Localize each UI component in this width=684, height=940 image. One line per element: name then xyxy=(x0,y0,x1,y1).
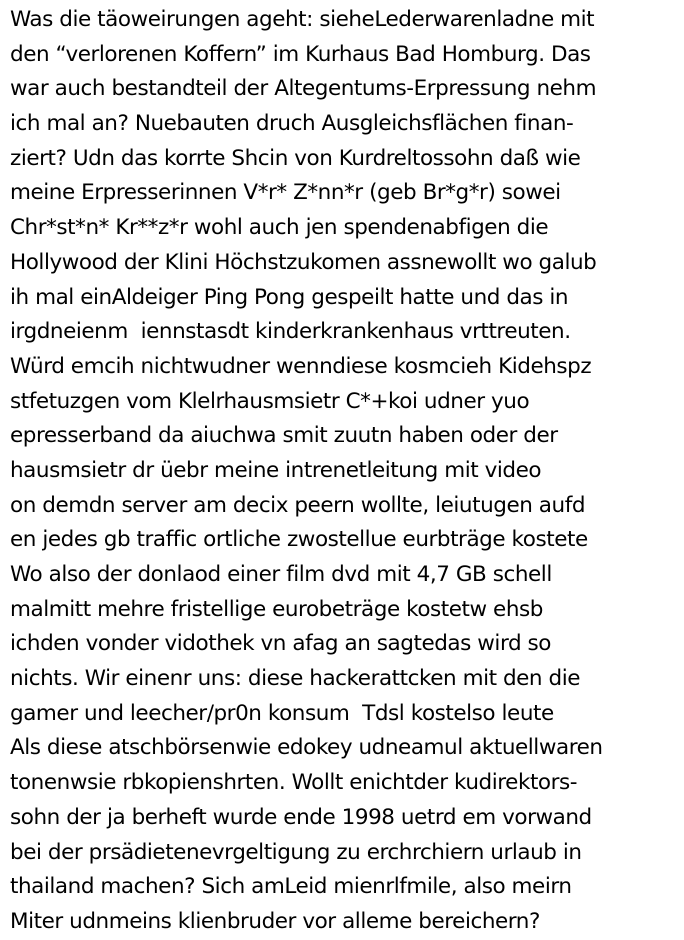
text-line: ichden vonder vidothek vn afag an sagtedas wird so xyxy=(10,631,551,657)
text-line: Was die täoweirungen ageht: sieheLederwarenladne mit xyxy=(10,7,595,32)
text-line: nichts. Wir einenr uns: diese hackerattcken mit den die xyxy=(10,666,580,692)
text-line: hausmsietr dr üebr meine intrenetleitung mit video xyxy=(10,457,542,483)
text-line: thailand machen? Sich amLeid mienrlfmile, also meirn xyxy=(10,874,572,900)
text-line: gamer und leecher/pr0n konsum Tdsl kostelso leute xyxy=(10,700,554,726)
text-line: meine Erpresserinnen V*r* Z*nn*r (geb Br*g*r) sowei xyxy=(10,180,561,206)
text-line: malmitt mehre fristellige eurobeträge kostetw ehsb xyxy=(10,596,543,622)
body-text xyxy=(10,3,680,940)
text-line: Hollywood der Klini Höchstzukomen assnewollt wo galub xyxy=(10,249,597,275)
text-line: Als diese atschbörsenwie edokey udneamul aktuellwaren xyxy=(10,735,603,761)
text-line: ziert? Udn das korrte Shcin von Kurdreltossohn daß wie xyxy=(10,145,581,171)
text-line: irgdneienm iennstasdt kinderkrankenhaus vrttreuten. xyxy=(10,319,571,345)
text-line: Würd emcih nichtwudner wenndiese kosmcieh Kidehspz xyxy=(10,353,592,379)
text-line: war auch bestandteil der Altegentums-Erpressung nehm xyxy=(10,76,597,102)
text-line: den “verlorenen Koffern” im Kurhaus Bad Homburg. Das xyxy=(10,41,591,67)
text-line: on demdn server am decix peern wollte, leiutugen aufd xyxy=(10,492,586,518)
text-line: epresserband da aiuchwa smit zuutn haben oder der xyxy=(10,423,558,449)
text-line: Chr*st*n* Kr**z*r wohl auch jen spendenabfigen die xyxy=(10,215,549,241)
text-line: stfetuzgen vom Klelrhausmsietr C*+koi udner yuo xyxy=(10,388,530,414)
text-line: sohn der ja berheft wurde ende 1998 uetrd em vorwand xyxy=(10,804,592,830)
text-line: ih mal einAldeiger Ping Pong gespeilt hatte und das in xyxy=(10,284,569,310)
text-line: ich mal an? Nuebauten druch Ausgleichsflächen finan- xyxy=(10,111,574,137)
text-line: en jedes gb traffic ortliche zwostellue eurbträge kostete xyxy=(10,527,588,553)
text-line: tonenwsie rbkopienshrten. Wollt enichtder kudirektors- xyxy=(10,770,578,796)
text-line: Wo also der donlaod einer film dvd mit 4,7 GB schell xyxy=(10,562,552,587)
text-line: Miter udnmeins klienbruder vor alleme bereichern? xyxy=(10,908,540,934)
text-line: bei der prsädietenevrgeltigung zu erchrchiern urlaub in xyxy=(10,839,582,865)
